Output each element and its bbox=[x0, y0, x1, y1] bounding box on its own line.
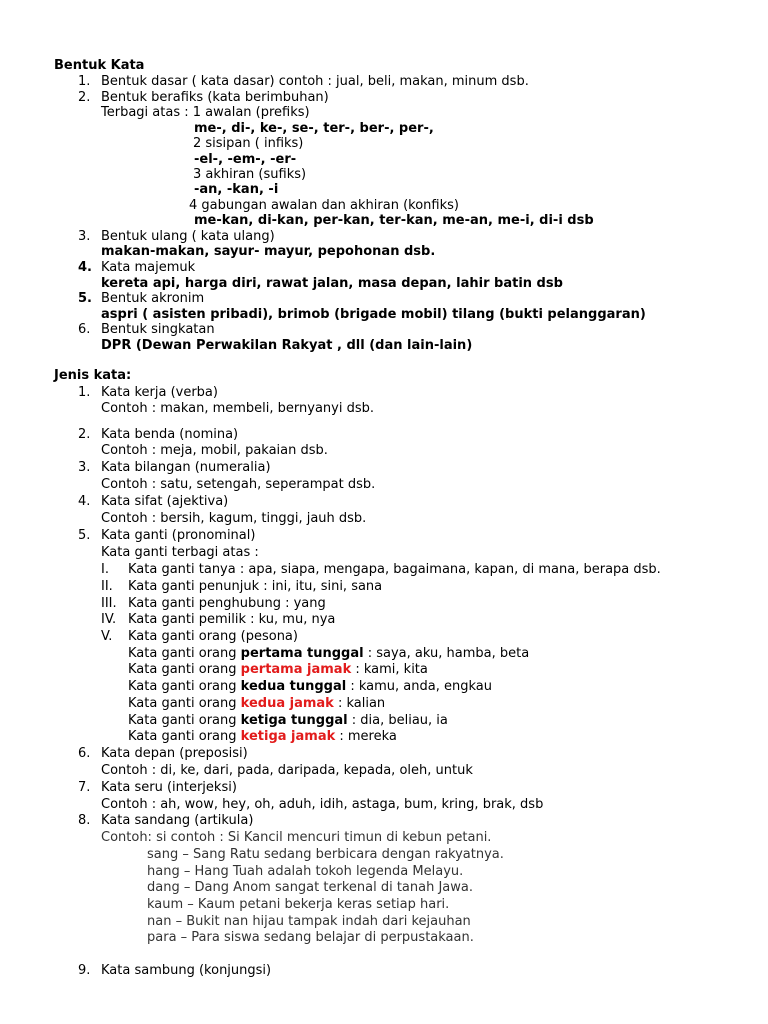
persona-prefix: Kata ganti orang bbox=[128, 646, 241, 661]
list-item: Kata bilangan (numeralia) bbox=[101, 460, 271, 475]
persona-line bbox=[128, 713, 448, 729]
persona-term: kedua jamak bbox=[240, 696, 334, 711]
article-example: sang – Sang Ratu sedang berbicara dengan rakyatnya. bbox=[147, 847, 504, 862]
list-item: Kata ganti (pronominal) bbox=[101, 528, 256, 543]
list-item: Kata majemuk bbox=[101, 260, 196, 275]
list-number: 7. bbox=[78, 780, 91, 795]
list-example: aspri ( asisten pribadi), brimob (brigade mobil) tilang (bukti pelanggaran) bbox=[101, 307, 646, 322]
persona-pronouns: : kamu, anda, engkau bbox=[346, 679, 492, 694]
list-item: Kata seru (interjeksi) bbox=[101, 780, 237, 795]
persona-term: kedua tunggal bbox=[240, 679, 347, 694]
list-item: Kata sifat (ajektiva) bbox=[101, 494, 229, 509]
list-example: Contoh: si contoh : Si Kancil mencuri timun di kebun petani. bbox=[101, 830, 492, 845]
article-example: dang – Dang Anom sangat terkenal di tanah Jawa. bbox=[147, 880, 474, 895]
section-title-jenis-kata: Jenis kata: bbox=[54, 368, 132, 383]
persona-line bbox=[128, 696, 385, 712]
list-number: 2. bbox=[78, 427, 91, 442]
persona-term: ketiga jamak bbox=[240, 729, 336, 744]
list-number: 3. bbox=[78, 460, 91, 475]
section-title-bentuk-kata: Bentuk Kata bbox=[54, 58, 145, 73]
list-example: makan-makan, sayur- mayur, pepohonan dsb. bbox=[101, 244, 436, 259]
list-item: Kata depan (preposisi) bbox=[101, 746, 248, 761]
list-example: Contoh : di, ke, dari, pada, daripada, kepada, oleh, untuk bbox=[101, 763, 473, 778]
roman-item: Kata ganti pemilik : ku, mu, nya bbox=[128, 612, 336, 627]
persona-pronouns: : dia, beliau, ia bbox=[347, 713, 448, 728]
list-number: 4. bbox=[78, 260, 92, 275]
article-example: nan – Bukit nan hijau tampak indah dari kejauhan bbox=[147, 914, 471, 929]
list-item: Bentuk berafiks (kata berimbuhan) bbox=[101, 90, 329, 105]
list-number: 1. bbox=[78, 385, 91, 400]
persona-prefix: Kata ganti orang bbox=[128, 679, 241, 694]
persona-prefix: Kata ganti orang bbox=[128, 696, 241, 711]
infix-list: -el-, -em-, -er- bbox=[194, 152, 297, 167]
list-item: Kata benda (nomina) bbox=[101, 427, 239, 442]
suffix-list: -an, -kan, -i bbox=[194, 182, 279, 197]
prefix-list: me-, di-, ke-, se-, ter-, ber-, per-, bbox=[194, 121, 434, 136]
list-item: Kata kerja (verba) bbox=[101, 385, 218, 400]
roman-item: Kata ganti tanya : apa, siapa, mengapa, bagaimana, kapan, di mana, berapa dsb. bbox=[128, 562, 661, 577]
list-item: Kata sambung (konjungsi) bbox=[101, 963, 272, 978]
list-number: 8. bbox=[78, 813, 91, 828]
list-example: Contoh : satu, setengah, seperampat dsb. bbox=[101, 477, 376, 492]
list-number: 3. bbox=[78, 229, 91, 244]
list-item: Bentuk singkatan bbox=[101, 322, 215, 337]
article-example: hang – Hang Tuah adalah tokoh legenda Melayu. bbox=[147, 864, 464, 879]
persona-pronouns: : saya, aku, hamba, beta bbox=[363, 646, 530, 661]
persona-term: pertama jamak bbox=[240, 662, 352, 677]
persona-line bbox=[128, 729, 397, 745]
list-item: Bentuk dasar ( kata dasar) contoh : jual, beli, makan, minum dsb. bbox=[101, 74, 529, 89]
list-number: 5. bbox=[78, 291, 92, 306]
persona-prefix: Kata ganti orang bbox=[128, 729, 241, 744]
persona-pronouns: : kalian bbox=[333, 696, 386, 711]
list-subtext: Terbagi atas : 1 awalan (prefiks) bbox=[101, 105, 310, 120]
roman-number: IV. bbox=[101, 612, 117, 627]
roman-item: Kata ganti orang (pesona) bbox=[128, 629, 298, 644]
list-example: Contoh : ah, wow, hey, oh, aduh, idih, astaga, bum, kring, brak, dsb bbox=[101, 797, 544, 812]
persona-term: pertama tunggal bbox=[240, 646, 364, 661]
article-example: para – Para siswa sedang belajar di perpustakaan. bbox=[147, 930, 474, 945]
persona-line bbox=[128, 679, 492, 695]
roman-number: II. bbox=[101, 579, 113, 594]
list-number: 4. bbox=[78, 494, 91, 509]
list-number: 2. bbox=[78, 90, 91, 105]
persona-term: ketiga tunggal bbox=[240, 713, 348, 728]
list-number: 5. bbox=[78, 528, 91, 543]
list-example: Contoh : meja, mobil, pakaian dsb. bbox=[101, 443, 328, 458]
list-example: DPR (Dewan Perwakilan Rakyat , dll (dan lain-lain) bbox=[101, 338, 473, 353]
persona-line bbox=[128, 646, 529, 662]
roman-item: Kata ganti penghubung : yang bbox=[128, 596, 326, 611]
persona-pronouns: : mereka bbox=[335, 729, 397, 744]
roman-number: I. bbox=[101, 562, 109, 577]
persona-line bbox=[128, 662, 428, 678]
persona-prefix: Kata ganti orang bbox=[128, 713, 241, 728]
roman-item: Kata ganti penunjuk : ini, itu, sini, sana bbox=[128, 579, 383, 594]
list-item: Bentuk ulang ( kata ulang) bbox=[101, 229, 275, 244]
persona-prefix: Kata ganti orang bbox=[128, 662, 241, 677]
persona-pronouns: : kami, kita bbox=[351, 662, 428, 677]
list-item: Bentuk akronim bbox=[101, 291, 205, 306]
confix-list: me-kan, di-kan, per-kan, ter-kan, me-an, me-i, di-i dsb bbox=[194, 213, 594, 228]
roman-number: III. bbox=[101, 596, 117, 611]
confix-label: 4 gabungan awalan dan akhiran (konfiks) bbox=[189, 198, 459, 213]
list-number: 1. bbox=[78, 74, 91, 89]
list-example: Contoh : makan, membeli, bernyanyi dsb. bbox=[101, 401, 375, 416]
list-subtext: Kata ganti terbagi atas : bbox=[101, 545, 259, 560]
suffix-label: 3 akhiran (sufiks) bbox=[193, 167, 307, 182]
infix-label: 2 sisipan ( infiks) bbox=[193, 136, 304, 151]
roman-number: V. bbox=[101, 629, 113, 644]
list-number: 6. bbox=[78, 322, 91, 337]
list-example: kereta api, harga diri, rawat jalan, masa depan, lahir batin dsb bbox=[101, 276, 563, 291]
list-number: 9. bbox=[78, 963, 91, 978]
list-example: Contoh : bersih, kagum, tinggi, jauh dsb. bbox=[101, 511, 367, 526]
article-example: kaum – Kaum petani bekerja keras setiap hari. bbox=[147, 897, 450, 912]
list-item: Kata sandang (artikula) bbox=[101, 813, 254, 828]
list-number: 6. bbox=[78, 746, 91, 761]
